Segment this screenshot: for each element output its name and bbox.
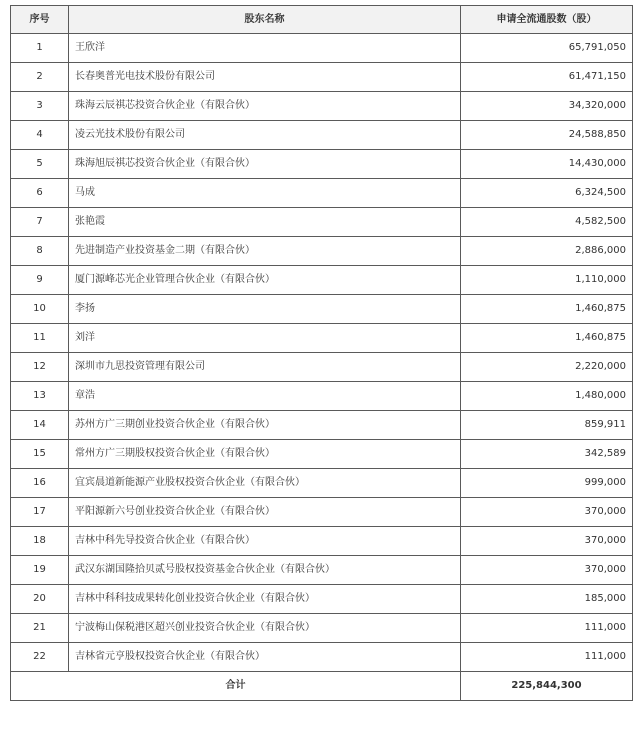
table-header-row [11,6,633,34]
table-row [11,208,633,237]
row-name-cell: 苏州方广三期创业投资合伙企业（有限合伙） [69,411,461,440]
row-shares-cell: 370,000 [461,498,633,527]
table-row [11,150,633,179]
table-row [11,266,633,295]
row-index-cell: 17 [11,498,69,527]
row-shares-cell: 111,000 [461,643,633,672]
header-index: 序号 [11,6,69,34]
row-index-cell: 3 [11,92,69,121]
row-shares-cell: 370,000 [461,556,633,585]
table-row [11,295,633,324]
total-row [11,672,633,701]
row-name-cell: 珠海云辰祺芯投资合伙企业（有限合伙） [69,92,461,121]
row-name-cell: 吉林中科先导投资合伙企业（有限合伙） [69,527,461,556]
row-shares-cell: 185,000 [461,585,633,614]
table-row [11,614,633,643]
row-shares-cell: 2,886,000 [461,237,633,266]
table-row [11,469,633,498]
table-row [11,179,633,208]
row-name-cell: 章浩 [69,382,461,411]
row-index-cell: 5 [11,150,69,179]
row-name-cell: 刘洋 [69,324,461,353]
row-shares-cell: 342,589 [461,440,633,469]
row-shares-cell: 1,480,000 [461,382,633,411]
row-shares-cell: 34,320,000 [461,92,633,121]
row-name-cell: 吉林省元亨股权投资合伙企业（有限合伙） [69,643,461,672]
row-name-cell: 厦门源峰芯光企业管理合伙企业（有限合伙） [69,266,461,295]
row-name-cell: 长春奥普光电技术股份有限公司 [69,63,461,92]
row-index-cell: 2 [11,63,69,92]
table-body [11,34,633,672]
table-row [11,324,633,353]
row-index-cell: 6 [11,179,69,208]
row-shares-cell: 6,324,500 [461,179,633,208]
row-shares-cell: 859,911 [461,411,633,440]
row-shares-cell: 1,110,000 [461,266,633,295]
table-row [11,643,633,672]
table-row [11,585,633,614]
row-name-cell: 吉林中科科技成果转化创业投资合伙企业（有限合伙） [69,585,461,614]
row-index-cell: 19 [11,556,69,585]
row-index-cell: 12 [11,353,69,382]
row-name-cell: 宁波梅山保税港区超兴创业投资合伙企业（有限合伙） [69,614,461,643]
row-name-cell: 深圳市九思投资管理有限公司 [69,353,461,382]
table-row [11,237,633,266]
table-row [11,556,633,585]
row-index-cell: 13 [11,382,69,411]
row-name-cell: 王欣洋 [69,34,461,63]
row-index-cell: 4 [11,121,69,150]
table-row [11,527,633,556]
total-label: 合计 [11,672,461,701]
row-index-cell: 7 [11,208,69,237]
table-row [11,498,633,527]
total-shares: 225,844,300 [461,672,633,701]
row-name-cell: 张艳霞 [69,208,461,237]
row-shares-cell: 999,000 [461,469,633,498]
table-row [11,34,633,63]
row-name-cell: 马成 [69,179,461,208]
row-name-cell: 平阳源新六号创业投资合伙企业（有限合伙） [69,498,461,527]
table-row [11,440,633,469]
shareholder-table-container [10,5,632,701]
row-name-cell: 凌云光技术股份有限公司 [69,121,461,150]
table-row [11,353,633,382]
row-name-cell: 宜宾晨道新能源产业股权投资合伙企业（有限合伙） [69,469,461,498]
table-row [11,411,633,440]
row-index-cell: 20 [11,585,69,614]
table-row [11,121,633,150]
row-name-cell: 先进制造产业投资基金二期（有限合伙） [69,237,461,266]
row-shares-cell: 65,791,050 [461,34,633,63]
row-shares-cell: 370,000 [461,527,633,556]
row-shares-cell: 24,588,850 [461,121,633,150]
row-index-cell: 21 [11,614,69,643]
table-row [11,382,633,411]
row-index-cell: 1 [11,34,69,63]
row-name-cell: 珠海旭辰祺芯投资合伙企业（有限合伙） [69,150,461,179]
table-row [11,63,633,92]
row-shares-cell: 1,460,875 [461,324,633,353]
row-index-cell: 16 [11,469,69,498]
table-row [11,92,633,121]
header-shares: 申请全流通股数（股） [461,6,633,34]
row-index-cell: 22 [11,643,69,672]
row-index-cell: 10 [11,295,69,324]
row-index-cell: 14 [11,411,69,440]
row-index-cell: 15 [11,440,69,469]
row-shares-cell: 14,430,000 [461,150,633,179]
row-shares-cell: 2,220,000 [461,353,633,382]
row-name-cell: 常州方广三期股权投资合伙企业（有限合伙） [69,440,461,469]
row-shares-cell: 1,460,875 [461,295,633,324]
row-shares-cell: 4,582,500 [461,208,633,237]
row-shares-cell: 111,000 [461,614,633,643]
row-name-cell: 李扬 [69,295,461,324]
row-index-cell: 11 [11,324,69,353]
row-index-cell: 9 [11,266,69,295]
row-name-cell: 武汉东湖国隆拾贝贰号股权投资基金合伙企业（有限合伙） [69,556,461,585]
shareholder-table [10,5,633,701]
row-index-cell: 18 [11,527,69,556]
header-name: 股东名称 [69,6,461,34]
row-shares-cell: 61,471,150 [461,63,633,92]
row-index-cell: 8 [11,237,69,266]
